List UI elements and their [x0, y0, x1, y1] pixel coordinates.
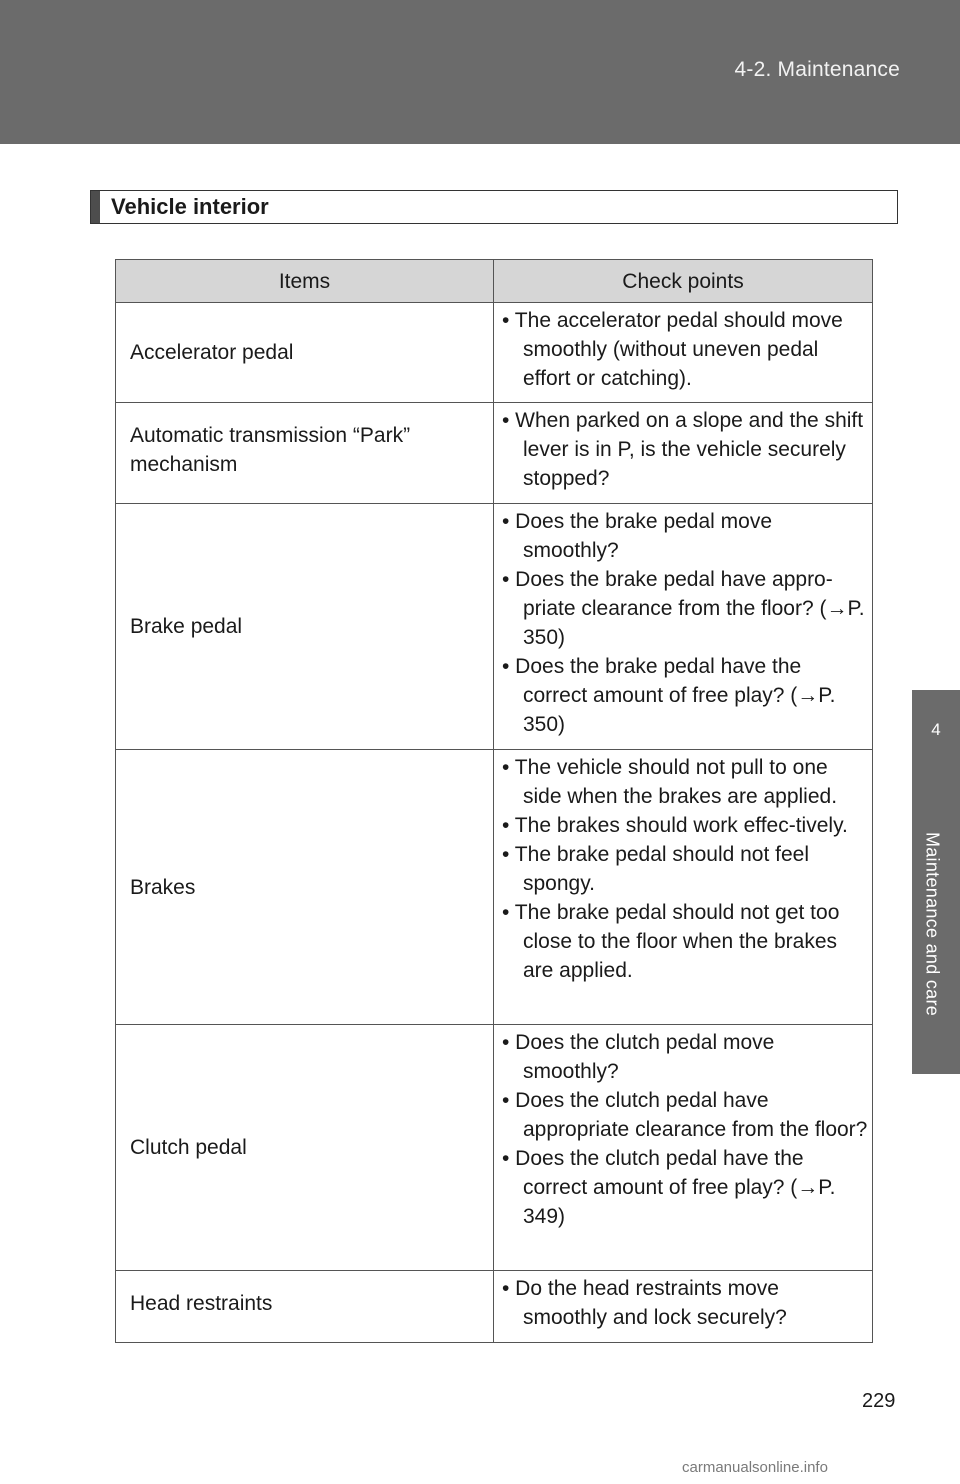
check-points-cell	[494, 403, 873, 504]
table-row	[116, 1271, 873, 1343]
item-cell: Head restraints	[116, 1271, 494, 1343]
chapter-title: Maintenance and care	[922, 831, 943, 1017]
check-point: • The brake pedal should not feel spongy.	[502, 843, 810, 895]
section-heading	[90, 190, 898, 224]
check-point: • Does the clutch pedal move smoothly?	[502, 1031, 775, 1083]
item-cell: Brake pedal	[116, 504, 494, 750]
item-cell: Brakes	[116, 750, 494, 1025]
chapter-tab	[912, 690, 960, 774]
watermark: carmanualsonline.info	[682, 1459, 828, 1476]
check-points-cell	[494, 1271, 873, 1343]
section-heading-text: Vehicle interior	[111, 194, 269, 219]
item-cell: Accelerator pedal	[116, 303, 494, 403]
check-point: • Does the brake pedal have the correct amount of free play? (→P. 350)	[502, 655, 836, 736]
item-cell: Clutch pedal	[116, 1025, 494, 1271]
page-number: 229	[862, 1390, 896, 1412]
check-point: • The brake pedal should not get too close to the floor when the brakes are applied.	[502, 901, 840, 982]
check-point: • Does the brake pedal move smoothly?	[502, 510, 773, 562]
table-row	[116, 504, 873, 750]
table-row	[116, 750, 873, 1025]
check-point: • Does the brake pedal have appro-priate clearance from the floor? (→P. 350)	[502, 568, 865, 649]
check-point: • Does the clutch pedal have appropriate clearance from the floor?	[502, 1089, 868, 1141]
header-band	[0, 0, 960, 144]
table-row	[116, 1025, 873, 1271]
check-table	[115, 259, 873, 1343]
table-row	[116, 403, 873, 504]
check-point: • Do the head restraints move smoothly and lock securely?	[502, 1277, 787, 1329]
column-header-check-points: Check points	[494, 260, 873, 303]
check-point: • The brakes should work effec-tively.	[502, 814, 848, 837]
section-title: 4-2. Maintenance	[734, 58, 900, 81]
check-points-cell	[494, 1025, 873, 1271]
check-points-cell	[494, 504, 873, 750]
check-points-cell	[494, 750, 873, 1025]
chapter-number: 4	[931, 720, 941, 739]
check-points-cell	[494, 303, 873, 403]
check-point: • The accelerator pedal should move smoothly (without uneven pedal effort or catching).	[502, 309, 843, 390]
column-header-items: Items	[116, 260, 494, 303]
check-point: • The vehicle should not pull to one side when the brakes are applied.	[502, 756, 838, 808]
table-row	[116, 303, 873, 403]
item-cell: Automatic transmission “Park” mechanism	[116, 403, 494, 504]
check-point: • When parked on a slope and the shift lever is in P, is the vehicle securely stopped?	[502, 409, 864, 490]
table-header-row	[116, 260, 873, 303]
check-point: • Does the clutch pedal have the correct amount of free play? (→P. 349)	[502, 1147, 836, 1228]
heading-marker	[91, 191, 100, 223]
